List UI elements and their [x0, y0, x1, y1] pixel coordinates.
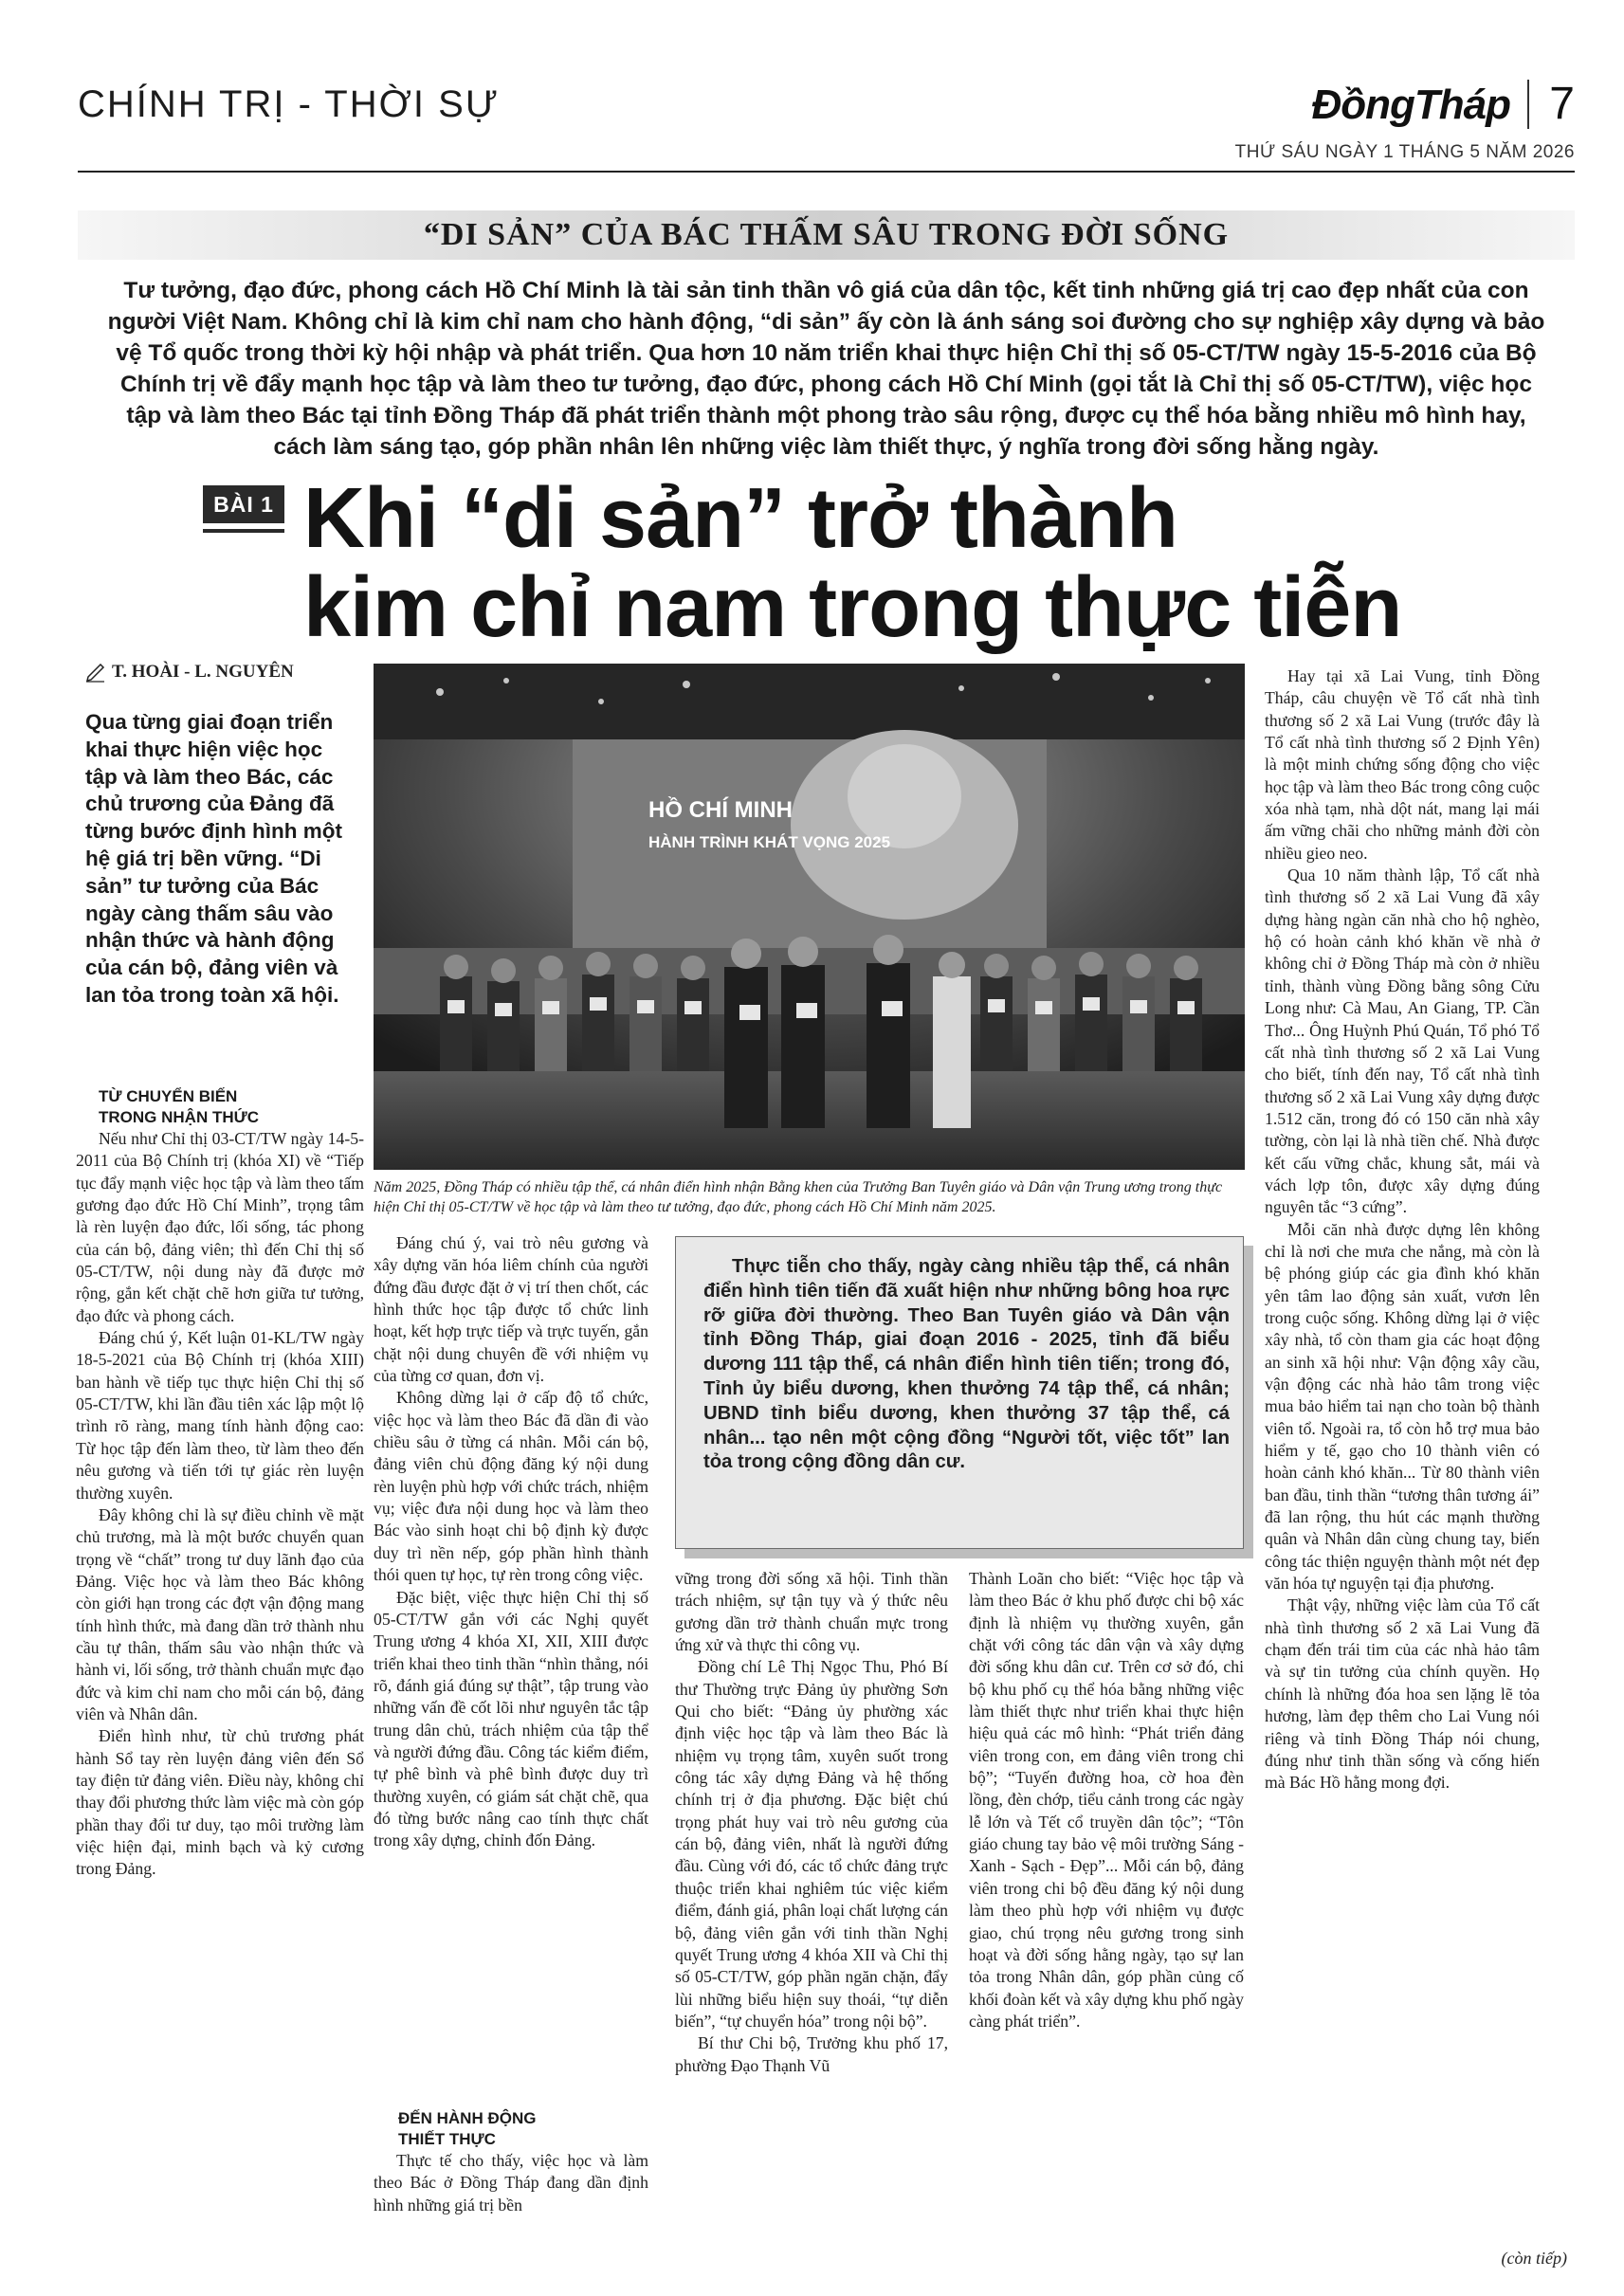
column-4	[969, 1568, 1244, 2032]
pull-quote: Thực tiễn cho thấy, ngày càng nhiều tập thể, cá nhân điển hình tiên tiến đã xuất hiện như những bông hoa rực rỡ giữa đời thường. Theo Ban Tuyên giáo và Dân vận tỉnh Đồng Tháp, giai đoạn 2016 - 2025, tỉnh đã biểu dương 111 tập thể, cá nhân điển hình tiên tiến; trong đó, Tỉnh ủy biểu dương, khen thưởng 74 tập thể, cá nhân; UBND tỉnh biểu dương, khen thưởng 37 tập thể, cá nhân... tạo nên một cộng đồng “Người tốt, việc tốt” lan tỏa trong cộng đồng dân cư.	[703, 1256, 1230, 1473]
paragraph: Thực tế cho thấy, việc học và làm theo Bác ở Đồng Tháp đang dần định hình những giá trị bền	[374, 2151, 648, 2214]
paragraph: Nếu như Chỉ thị 03-CT/TW ngày 14-5-2011 của Bộ Chính trị (khóa XI) về “Tiếp tục đẩy mạnh việc học tập và làm theo tấm gương đạo đức Hồ Chí Minh”, trọng tâm là rèn luyện đạo đức, lối sống, tác phong của cán bộ, đảng viên; thì đến Chỉ thị số 05-CT/TW, nội dung này đã được mở rộng, gắn kết chặt chẽ hơn giữa tư tưởng, đạo đức và phong cách.	[76, 1129, 364, 1325]
paragraph: vững trong đời sống xã hội. Tinh thần trách nhiệm, sự tận tụy và ý thức nêu gương dần trở thành chuẩn mực trong ứng xử và thực thi công vụ.	[675, 1569, 948, 1655]
subheading-1a: TỪ CHUYỂN BIẾN	[99, 1087, 238, 1105]
section-title: CHÍNH TRỊ - THỜI SỰ	[78, 83, 500, 125]
series-title: “DI SẢN” CỦA BÁC THẤM SÂU TRONG ĐỜI SỐNG	[423, 217, 1230, 252]
badge-underline	[203, 529, 284, 533]
article-headline	[303, 471, 1536, 655]
photo-banner-line-2: HÀNH TRÌNH KHÁT VỌNG 2025	[648, 833, 891, 851]
paragraph: Đồng chí Lê Thị Ngọc Thu, Phó Bí thư Thường trực Đảng ủy phường Sơn Qui cho biết: “Đảng ủy phường xác định việc học tập và làm theo Bác là nhiệm vụ trọng tâm, xuyên suốt trong công tác xây dựng Đảng và hệ thống chính trị ở địa phương. Đặc biệt chú trọng phát huy vai trò nêu gương của cán bộ, đảng viên, nhất là người đứng đầu. Cùng với đó, các tổ chức đảng trực thuộc triển khai nghiêm túc việc kiểm điểm, đánh giá, phân loại chất lượng cán bộ, đảng viên gắn với tinh thần Nghị quyết Trung ương 4 khóa XII và Chỉ thị số 05-CT/TW, góp phần ngăn chặn, đẩy lùi những biểu hiện suy thoái, “tự diễn biến”, “tự chuyển hóa” trong nội bộ”.	[675, 1657, 948, 2031]
continued-note: (còn tiếp)	[1501, 2249, 1567, 2268]
issue-date: THỨ SÁU NGÀY 1 THÁNG 5 NĂM 2026	[1234, 142, 1575, 162]
column-2-tail	[374, 2150, 648, 2216]
subheading-1b: TRONG NHẬN THỨC	[99, 1108, 259, 1126]
part-badge: BÀI 1	[203, 485, 284, 523]
photo-banner-line-1: HỒ CHÍ MINH	[648, 797, 793, 823]
photo-caption: Năm 2025, Đồng Tháp có nhiều tập thể, cá nhân điển hình nhận Bằng khen của Trưởng Ban Tuyên giáo và Dân vận Trung ương trong thực hiện Chỉ thị 05-CT/TW về học tập và làm theo tư tưởng, đạo đức, phong cách Hồ Chí Minh năm 2025.	[374, 1179, 1223, 1215]
pen-icon	[85, 664, 106, 683]
headline-line-2: kim chỉ nam trong thực tiễn	[303, 560, 1402, 655]
paragraph: Đây không chỉ là sự điều chỉnh về mặt chủ trương, mà là một bước chuyển quan trọng về “chất” trong tư duy lãnh đạo của Đảng. Việc học và làm theo Bác không còn giới hạn trong các đợt vận động mang tính hình thức, mà đang dần trở thành nhu cầu tự thân, thấm sâu vào nhận thức và hành vi, lối sống, trở thành chuẩn mực đạo đức và kim chỉ nam cho mỗi cán bộ, đảng viên và Nhân dân.	[76, 1504, 364, 1723]
paragraph: Điển hình như, từ chủ trương phát hành Sổ tay rèn luyện đảng viên đến Sổ tay điện tử đảng viên. Điều này, không chỉ thay đổi phương thức làm việc mà còn góp phần thay đổi tư duy, tạo môi trường làm việc hiện đại, minh bạch và kỷ cương trong Đảng.	[76, 1726, 364, 1879]
award-ceremony-photo	[374, 664, 1245, 1170]
header-divider	[1527, 80, 1529, 129]
paragraph: Hay tại xã Lai Vung, tỉnh Đồng Tháp, câu chuyện về Tổ cất nhà tình thương số 2 xã Lai Vung (trước đây là Tổ cất nhà tình thương số 2 Định Yên) là một minh chứng sống động cho việc học tập và làm theo Bác trong công cuộc xóa nhà tạm, nhà dột nát, mang lại mái ấm vững chãi cho những mảnh đời còn nhiều gieo neo.	[1265, 666, 1540, 863]
paragraph: Đặc biệt, việc thực hiện Chỉ thị số 05-CT/TW gắn với các Nghị quyết Trung ương 4 khóa XI, XII, XIII được triển khai theo tinh thần “nhìn thẳng, nói rõ, đánh giá đúng sự thật”, tập trung vào những vấn đề cốt lõi như nguyên tắc tập trung dân chủ, trách nhiệm của tập thể và người đứng đầu. Công tác kiểm điểm, tự phê bình và phê bình được duy trì thường xuyên, có giám sát chặt chẽ, qua đó từng bước nâng cao tính thực chất trong xây dựng, chỉnh đốn Đảng.	[374, 1587, 648, 1850]
paragraph: Không dừng lại ở cấp độ tổ chức, việc học và làm theo Bác đã dần đi vào chiều sâu ở từng cá nhân. Mỗi cán bộ, đảng viên chủ động đăng ký nội dung rèn luyện phù hợp với chức trách, nhiệm vụ; việc đưa nội dung học và làm theo Bác vào sinh hoạt chi bộ định kỳ được duy trì nền nếp, góp phần hình thành thói quen tự học, tự rèn trong công việc.	[374, 1388, 648, 1585]
article-sapo: Qua từng giai đoạn triển khai thực hiện việc học tập và làm theo Bác, các chủ trương của Đảng đã từng bước định hình một hệ giá trị bền vững. “Di sản” tư tưởng của Bác ngày càng thấm sâu vào nhận thức và hành động của cán bộ, đảng viên và lan tỏa trong toàn xã hội.	[85, 710, 343, 1007]
column-2	[374, 1232, 648, 1852]
headline-line-1: Khi “di sản” trở thành	[303, 471, 1177, 566]
paragraph: Đáng chú ý, Kết luận 01-KL/TW ngày 18-5-2021 của Bộ Chính trị (khóa XIII) ban hành về tiếp tục thực hiện Chỉ thị số 05-CT/TW, khi lần đầu tiên xác lập một lộ trình rõ ràng, mang tính hành động cao: Từ học tập đến làm theo, từ làm theo đến nêu gương và tiến tới tự giác rèn luyện thường xuyên.	[76, 1328, 364, 1503]
series-lede: Tư tưởng, đạo đức, phong cách Hồ Chí Minh là tài sản tinh thần vô giá của dân tộc, kết tinh những giá trị cao đẹp nhất của con người Việt Nam. Không chỉ là kim chỉ nam cho hành động, “di sản” ấy còn là ánh sáng soi đường cho sự nghiệp xây dựng và bảo vệ Tổ quốc trong thời kỳ hội nhập và phát triển. Qua hơn 10 năm triển khai thực hiện Chỉ thị số 05-CT/TW ngày 15-5-2016 của Bộ Chính trị về đẩy mạnh học tập và làm theo tư tưởng, đạo đức, phong cách Hồ Chí Minh (gọi tắt là Chỉ thị số 05-CT/TW), việc học tập và làm theo Bác tại tỉnh Đồng Tháp đã phát triển thành một phong trào sâu rộng, được cụ thể hóa bằng nhiều mô hình hay, cách làm sáng tạo, góp phần nhân lên những việc làm thiết thực, ý nghĩa trong đời sống hằng ngày.	[107, 278, 1545, 460]
paragraph: Mỗi căn nhà được dựng lên không chỉ là nơi che mưa che nắng, mà còn là bệ phóng giúp các gia đình khó khăn yên tâm lao động sản xuất, vươn lên trong cuộc sống. Không dừng lại ở việc xây nhà, tổ còn tham gia các hoạt động an sinh xã hội như: Vận động xây cầu, vận động các nhà hảo tâm trong việc mua bảo hiểm tai nạn cho toàn bộ thành viên tổ. Ngoài ra, tổ còn hỗ trợ mua bảo hiểm y tế, gạo cho 10 thành viên có hoàn cảnh khó khăn... Từ 80 thành viên ban đầu, tinh thần “tương thân tương ái” đã lan rộng, thu hút các mạnh thường quân và Nhân dân cùng chung tay, biến công tác thiện nguyện thành một nét đẹp văn hóa tự nguyện tại địa phương.	[1265, 1219, 1540, 1594]
column-1	[76, 1128, 364, 1881]
paragraph: Thành Loãn cho biết: “Việc học tập và làm theo Bác ở khu phố được chi bộ xác định là nhiệm vụ thường xuyên, gắn chặt với công tác dân vận và xây dựng đời sống khu dân cư. Trên cơ sở đó, chi bộ khu phố cụ thể hóa bằng những việc làm thiết thực như triển khai thực hiện hiệu quả các mô hình: “Phát triển đảng viên trong con, em đảng viên trong chi bộ”; “Tuyến đường hoa, cờ hoa đèn lồng, đèn chớp, tiểu cảnh trong các ngày lễ lớn và Tết cổ truyền dân tộc”; “Tôn giáo chung tay bảo vệ môi trường Sáng - Xanh - Sạch - Đẹp”... Mỗi cán bộ, đảng viên trong chi bộ đều đăng ký nội dung làm theo phù hợp với nhiệm vụ được giao, chú trọng nêu gương trong sinh hoạt và đời sống hằng ngày, tạo sự lan tỏa trong Nhân dân, góp phần củng cố khối đoàn kết và xây dựng khu phố ngày càng phát triển”.	[969, 1569, 1244, 2031]
article-photo	[374, 664, 1245, 1170]
header-rule	[78, 171, 1575, 173]
column-3	[675, 1568, 948, 2077]
page-number: 7	[1549, 79, 1575, 129]
paragraph: Thật vậy, những việc làm của Tổ cất nhà tình thương số 2 xã Lai Vung đã chạm đến trái tim của các nhà hảo tâm và sự tin tưởng của chính quyền. Họ chính là những đóa hoa sen lặng lẽ tỏa hương, làm đẹp thêm cho Lai Vung nói riêng và tỉnh Đồng Tháp nói chung, đúng như tinh thần sống và cống hiến mà Bác Hồ hằng mong đợi.	[1265, 1595, 1540, 1793]
subheading-2a: ĐẾN HÀNH ĐỘNG	[398, 2109, 537, 2127]
paragraph: Đáng chú ý, vai trò nêu gương và xây dựng văn hóa liêm chính của người đứng đầu được đặt ở vị trí then chốt, các hình thức học tập được tổ chức linh hoạt, kết hợp trực tiếp và trực tuyến, gắn chặt nội dung chuyên đề với nhiệm vụ của từng cơ quan, đơn vị.	[374, 1233, 648, 1386]
paragraph: Bí thư Chi bộ, Trưởng khu phố 17, phường Đạo Thạnh Vũ	[675, 2033, 948, 2075]
paragraph: Qua 10 năm thành lập, Tổ cất nhà tình thương số 2 xã Lai Vung đã xây dựng hàng ngàn căn nhà cho hộ nghèo, hộ có hoàn cảnh khó khăn về nhà ở không chỉ ở Đồng Tháp mà còn ở nhiều tỉnh, thành vùng Đồng bằng sông Cửu Long như: Cà Mau, An Giang, TP. Cần Thơ... Ông Huỳnh Phú Quán, Tổ phó Tổ cất nhà tình thương số 2 xã Lai Vung cho biết, tính đến nay, Tổ cất nhà tình thương số 2 xã Lai Vung xây dựng được 1.512 căn, trong đó có 150 căn nhà xây tường, còn lại là nhà tiền chế. Nhà được kết cấu vững chắc, khung sắt, mái và vách lợp tôn, được xây dựng đúng nguyên tắc “3 cứng”.	[1265, 866, 1540, 1217]
newspaper-logo: ĐồngTháp	[1311, 82, 1510, 128]
subheading-2b: THIẾT THỰC	[398, 2130, 496, 2148]
column-5	[1265, 665, 1540, 1795]
byline: T. HOÀI - L. NGUYÊN	[112, 662, 294, 682]
